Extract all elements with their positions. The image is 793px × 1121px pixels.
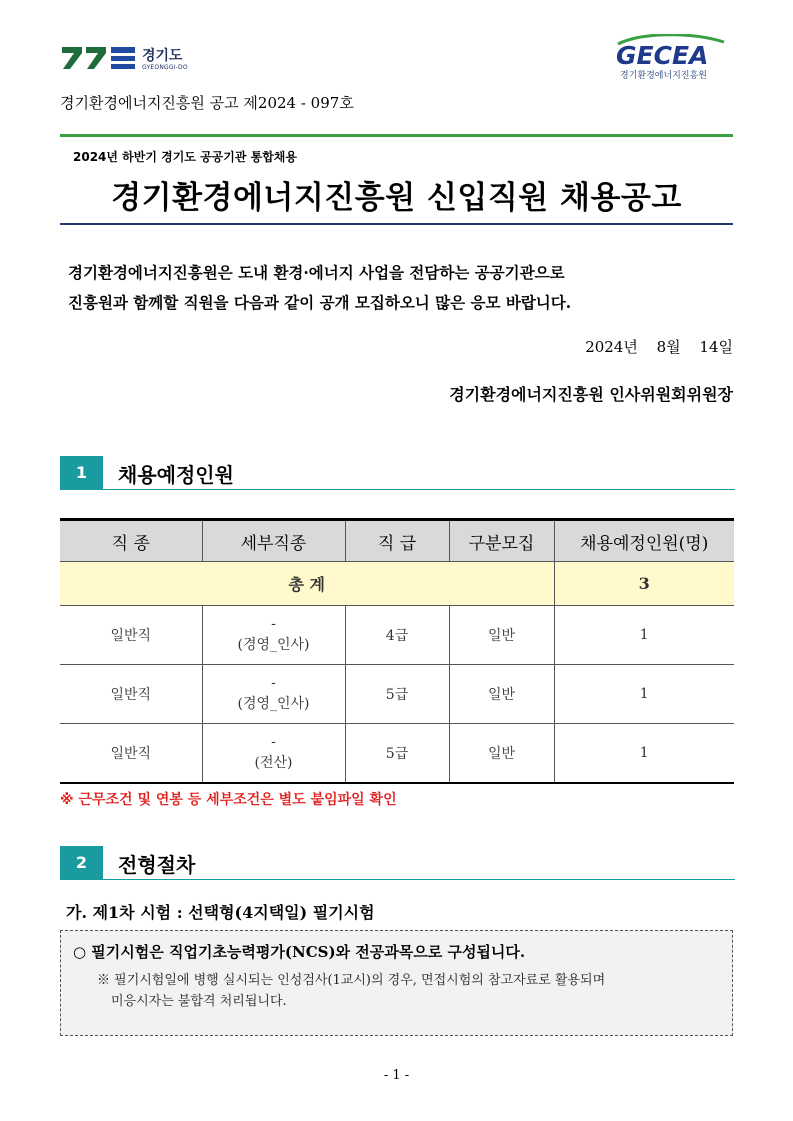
table-row bbox=[60, 665, 734, 724]
section-2-number: 2 bbox=[60, 846, 103, 880]
cell-count: 1 bbox=[554, 724, 734, 783]
notice-date: 2024년 8월 14일 bbox=[585, 338, 733, 356]
gyeonggi-logo bbox=[60, 44, 200, 76]
cell-category: 일반 bbox=[449, 724, 554, 783]
header-job-type: 직 종 bbox=[60, 520, 202, 562]
notice-signer: 경기환경에너지진흥원 인사위원회위원장 bbox=[449, 385, 733, 404]
cell-category: 일반 bbox=[449, 606, 554, 665]
cell-category: 일반 bbox=[449, 665, 554, 724]
cell-grade: 4급 bbox=[345, 606, 449, 665]
section-1-heading bbox=[60, 456, 735, 492]
title-blue-rule bbox=[60, 223, 733, 225]
total-label: 총 계 bbox=[60, 562, 554, 606]
gecea-logo-sub: 경기환경에너지진흥원 bbox=[620, 71, 707, 81]
exam-info-note-line-2: 미응시자는 불합격 처리됩니다. bbox=[111, 994, 287, 1009]
table-header-row bbox=[60, 520, 734, 562]
cell-detail-top: - bbox=[271, 616, 276, 632]
cell-job-detail bbox=[202, 724, 345, 783]
gyeonggi-logo-sub: GYEONGGI-DO bbox=[142, 64, 188, 71]
gyeonggi-logo-name: 경기도 bbox=[142, 48, 183, 64]
section-1-title: 채용예정인원 bbox=[118, 463, 234, 487]
table-row bbox=[60, 606, 734, 665]
total-value: 3 bbox=[554, 562, 734, 606]
recruitment-subtitle: 2024년 하반기 경기도 공공기관 통합채용 bbox=[73, 150, 297, 164]
notice-number: 경기환경에너지진흥원 공고 제2024 - 097호 bbox=[60, 94, 354, 112]
gecea-logo bbox=[600, 34, 740, 84]
recruitment-table bbox=[60, 518, 734, 784]
section-2-title: 전형절차 bbox=[118, 853, 196, 877]
table-total-row bbox=[60, 562, 734, 606]
cell-job-type: 일반직 bbox=[60, 606, 202, 665]
page-title: 경기환경에너지진흥원 신입직원 채용공고 bbox=[111, 180, 682, 216]
cell-detail-top: - bbox=[271, 675, 276, 691]
cell-detail-bottom: (경영_인사) bbox=[237, 696, 310, 712]
cell-job-type: 일반직 bbox=[60, 724, 202, 783]
cell-job-type: 일반직 bbox=[60, 665, 202, 724]
header-green-rule bbox=[60, 134, 733, 137]
section-1-rule bbox=[103, 489, 735, 490]
header-grade: 직 급 bbox=[345, 520, 449, 562]
cell-detail-top: - bbox=[271, 733, 276, 750]
first-exam-heading: 가. 제1차 시험 : 선택형(4지택일) 필기시험 bbox=[66, 903, 375, 922]
header-job-detail: 세부직종 bbox=[202, 520, 345, 562]
exam-info-note bbox=[97, 970, 725, 1012]
intro-paragraph bbox=[68, 258, 733, 318]
exam-info-box bbox=[60, 930, 733, 1036]
table-row bbox=[60, 724, 734, 783]
exam-info-main: ○ 필기시험은 직업기초능력평가(NCS)와 전공과목으로 구성됩니다. bbox=[73, 943, 526, 961]
cell-job-detail bbox=[202, 665, 345, 724]
section-2-heading bbox=[60, 846, 735, 882]
section-2-rule bbox=[103, 879, 735, 880]
gyeonggi-logo-icon bbox=[60, 44, 136, 72]
cell-job-detail bbox=[202, 606, 345, 665]
cell-count: 1 bbox=[554, 665, 734, 724]
cell-detail-bottom: (경영_인사) bbox=[237, 637, 310, 653]
cell-grade: 5급 bbox=[345, 665, 449, 724]
svg-text:GECEA: GECEA bbox=[616, 41, 709, 68]
cell-grade: 5급 bbox=[345, 724, 449, 783]
cell-count: 1 bbox=[554, 606, 734, 665]
intro-line-2: 진흥원과 함께할 직원을 다음과 같이 공개 모집하오니 많은 응모 바랍니다. bbox=[68, 293, 572, 312]
gecea-logo-icon bbox=[612, 34, 732, 68]
intro-line-1: 경기환경에너지진흥원은 도내 환경·에너지 사업을 전담하는 공공기관으로 bbox=[68, 263, 565, 282]
header-category: 구분모집 bbox=[449, 520, 554, 562]
header-count: 채용예정인원(명) bbox=[554, 520, 734, 562]
section-1-number: 1 bbox=[60, 456, 103, 490]
conditions-note: ※ 근무조건 및 연봉 등 세부조건은 별도 붙임파일 확인 bbox=[60, 792, 397, 808]
page-number: - 1 - bbox=[383, 1068, 410, 1083]
cell-detail-bottom: (전산) bbox=[254, 754, 293, 771]
exam-info-note-line-1: ※ 필기시험일에 병행 실시되는 인성검사(1교시)의 경우, 면접시험의 참고자료로 활용되며 bbox=[97, 973, 606, 988]
